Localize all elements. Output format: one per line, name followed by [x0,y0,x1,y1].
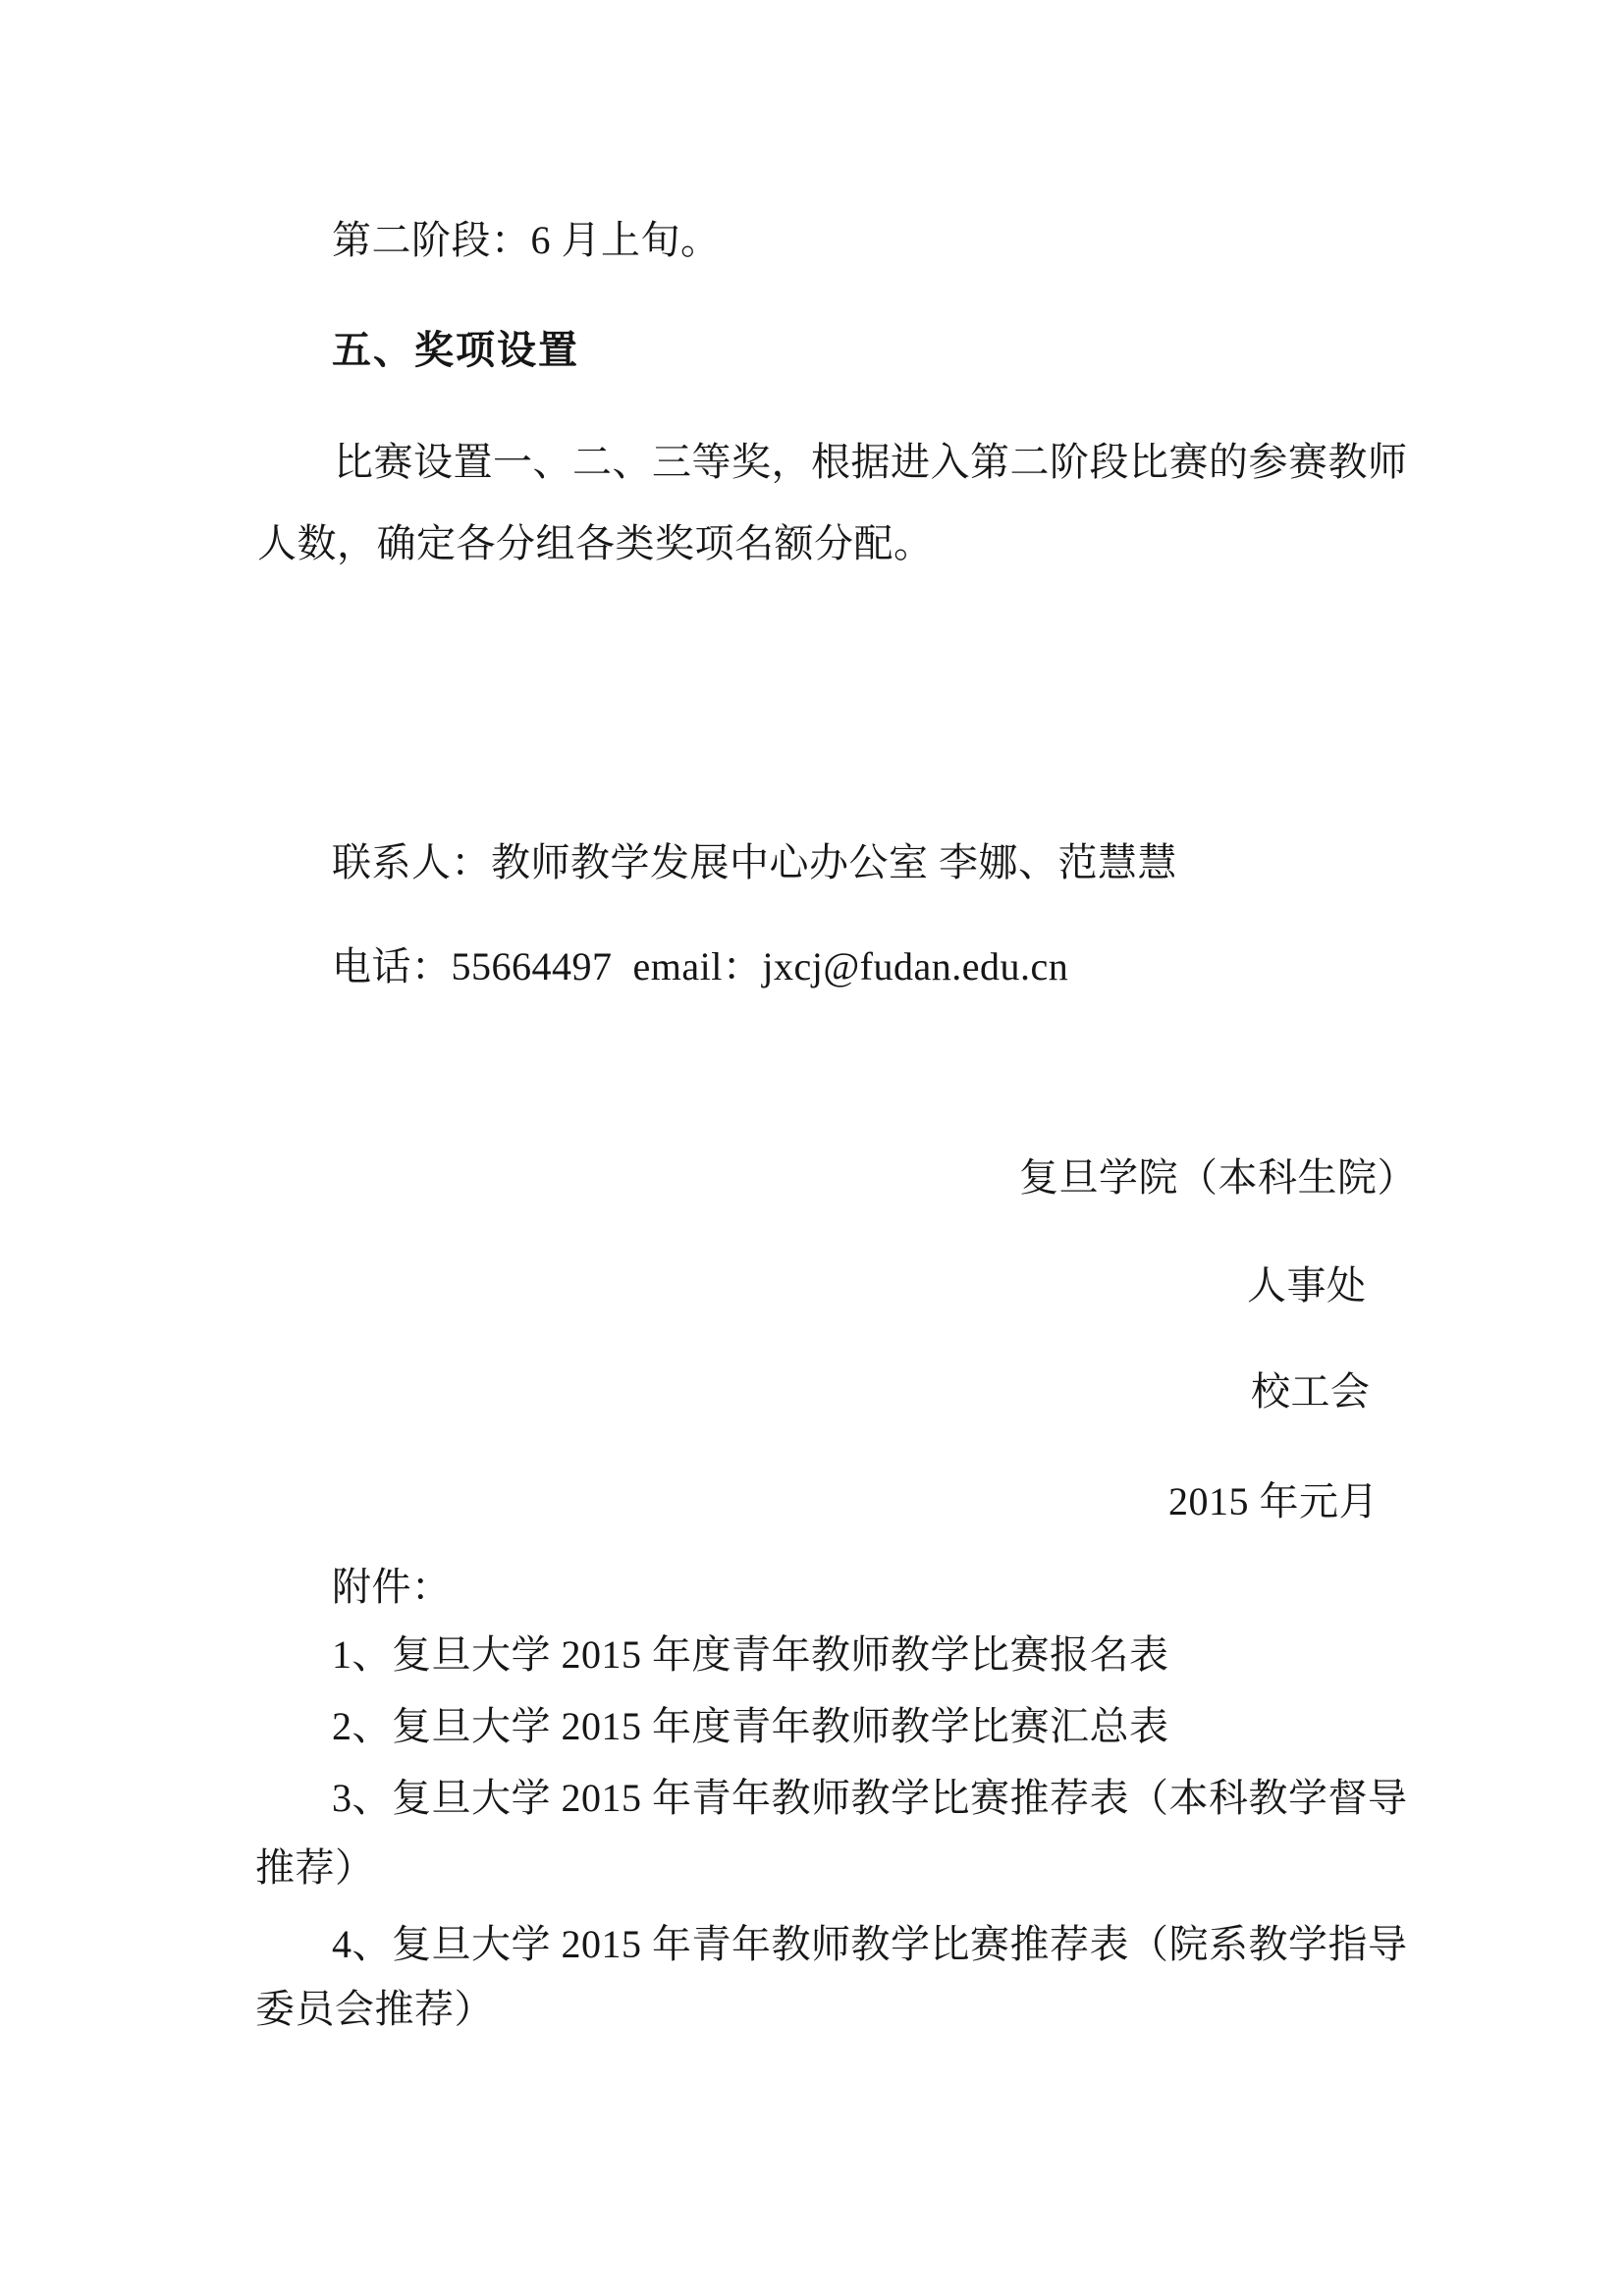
awards-paragraph-line2: 人数，确定各分组各类奖项名额分配。 [257,521,934,565]
attachment-item-4-line1: 4、复旦大学 2015 年青年教师教学比赛推荐表（院系教学指导 [332,1922,1408,1966]
attachment-item-3-line2: 推荐） [255,1845,375,1890]
attachment-item-3-line1: 3、复旦大学 2015 年青年教师教学比赛推荐表（本科教学督导 [332,1776,1408,1820]
signature-org-labor-union: 校工会 [1251,1369,1371,1414]
signature-org-hr-office: 人事处 [1247,1263,1367,1308]
phase-two-line: 第二阶段：6 月上旬。 [332,218,721,262]
section-five-heading: 五、奖项设置 [332,328,579,372]
awards-paragraph-line1: 比赛设置一、二、三等奖，根据进入第二阶段比赛的参赛教师 [334,440,1408,484]
attachments-label: 附件： [332,1565,452,1609]
attachment-item-2: 2、复旦大学 2015 年度青年教师教学比赛汇总表 [332,1704,1169,1748]
contact-phone-email-line: 电话：55664497 email：jxcj@fudan.edu.cn [332,944,1069,988]
attachment-item-4-line2: 委员会推荐） [255,1987,494,2031]
signature-org-fudan-college: 复旦学院（本科生院） [1019,1155,1417,1200]
contact-person-line: 联系人：教师教学发展中心办公室 李娜、范慧慧 [332,840,1177,884]
signature-date: 2015 年元月 [1168,1479,1379,1523]
attachment-item-1: 1、复旦大学 2015 年度青年教师教学比赛报名表 [332,1632,1169,1677]
